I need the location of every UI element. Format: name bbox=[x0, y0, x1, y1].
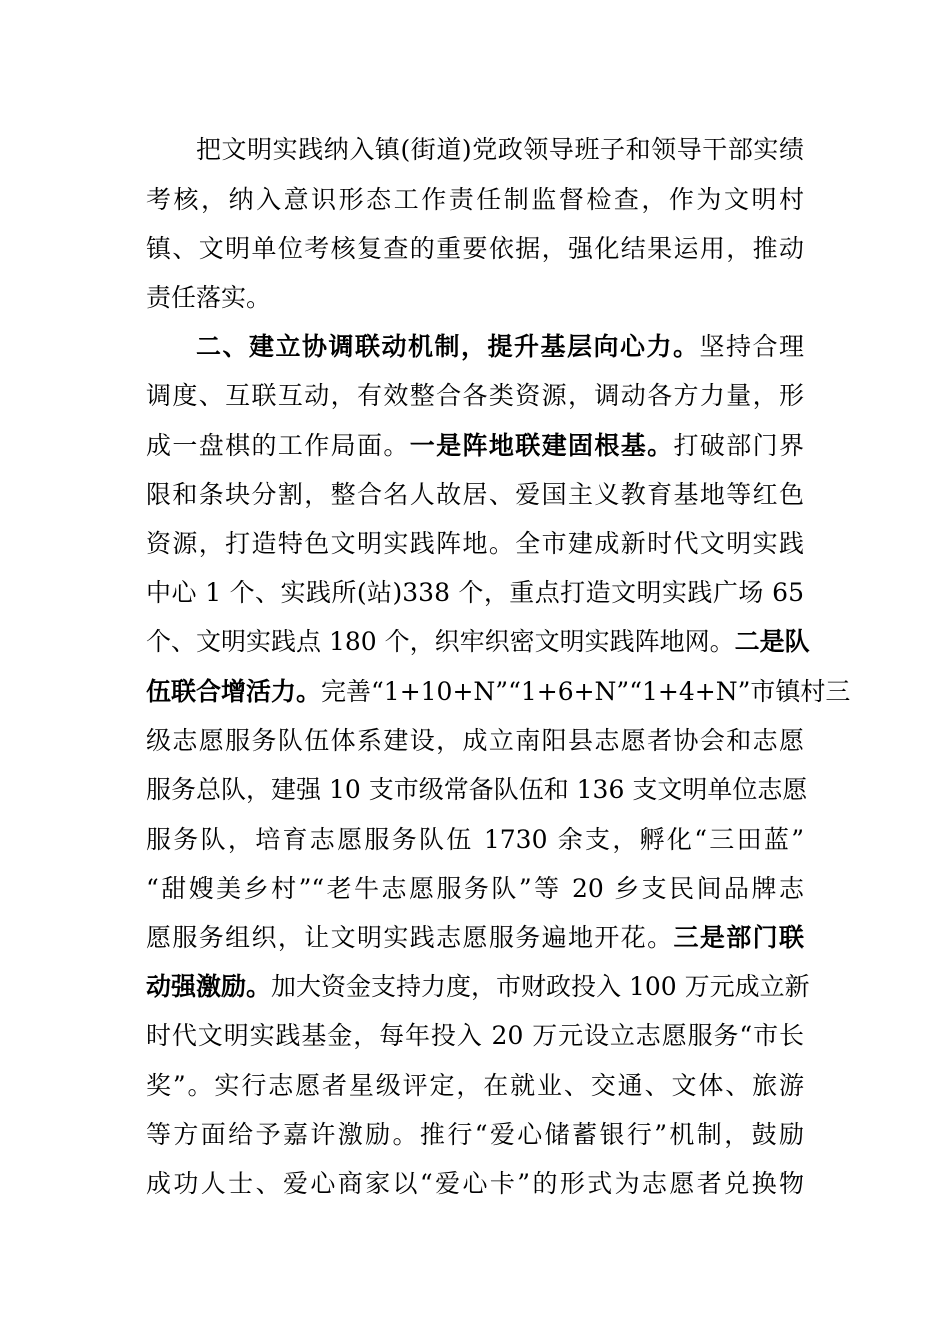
body-text-line: 时代文明实践基金，每年投入 20 万元设立志愿服务“市长 bbox=[146, 1021, 804, 1050]
body-text-line: 服务队，培育志愿服务队伍 1730 余支，孵化“三田蓝” bbox=[146, 825, 804, 854]
body-text-line: 中心 1 个、实践所(站)338 个，重点打造文明实践广场 65 bbox=[146, 578, 804, 607]
subheading-2-end: 伍联合增活力。 bbox=[146, 677, 322, 706]
subheading-1: 一是阵地联建固根基。 bbox=[409, 431, 674, 460]
body-text-line: 级志愿服务队伍体系建设，成立南阳县志愿者协会和志愿 bbox=[146, 726, 804, 755]
body-text-line: 服务总队，建强 10 支市级常备队伍和 136 支文明单位志愿 bbox=[146, 775, 808, 804]
body-text-line: 调度、互联互动，有效整合各类资源，调动各方力量，形 bbox=[146, 381, 804, 410]
body-text-line: 个、文明实践点 180 个，织牢织密文明实践阵地网。二是队 bbox=[146, 627, 810, 656]
subheading-3-start: 三是部门联 bbox=[673, 923, 804, 952]
body-text-line: 镇、文明单位考核复查的重要依据，强化结果运用，推动 bbox=[146, 234, 804, 263]
body-text-line: 成一盘棋的工作局面。一是阵地联建固根基。打破部门界 bbox=[146, 431, 804, 460]
body-text-line: 把文明实践纳入镇(街道)党政领导班子和领导干部实绩 bbox=[196, 135, 804, 164]
body-text-line: 资源，打造特色文明实践阵地。全市建成新时代文明实践 bbox=[146, 529, 804, 558]
section-heading-line: 二、建立协调联动机制，提升基层向心力。坚持合理 bbox=[196, 332, 804, 361]
body-text-line: 限和条块分割，整合名人故居、爱国主义教育基地等红色 bbox=[146, 480, 804, 509]
body-text-line: 奖”。实行志愿者星级评定，在就业、交通、文体、旅游 bbox=[146, 1071, 804, 1100]
subheading-2-start: 二是队 bbox=[734, 627, 810, 656]
body-text-line: 愿服务组织，让文明实践志愿服务遍地开花。三是部门联 bbox=[146, 923, 804, 952]
body-text-line: 考核，纳入意识形态工作责任制监督检查，作为文明村 bbox=[146, 185, 804, 214]
section-heading: 二、建立协调联动机制，提升基层向心力。 bbox=[196, 332, 700, 361]
body-text-line: 责任落实。 bbox=[146, 283, 272, 312]
body-text-line: 伍联合增活力。完善“1+10+N”“1+6+N”“1+4+N”市镇村三 bbox=[146, 677, 851, 706]
body-text-line: 成功人士、爱心商家以“爱心卡”的形式为志愿者兑换物 bbox=[146, 1169, 804, 1198]
body-text-line: 动强激励。加大资金支持力度，市财政投入 100 万元成立新 bbox=[146, 972, 810, 1001]
subheading-3-end: 动强激励。 bbox=[146, 972, 272, 1001]
body-text-line: “甜嫂美乡村”“老牛志愿服务队”等 20 乡支民间品牌志 bbox=[146, 874, 804, 903]
body-text-line: 等方面给予嘉许激励。推行“爱心储蓄银行”机制，鼓励 bbox=[146, 1120, 804, 1149]
